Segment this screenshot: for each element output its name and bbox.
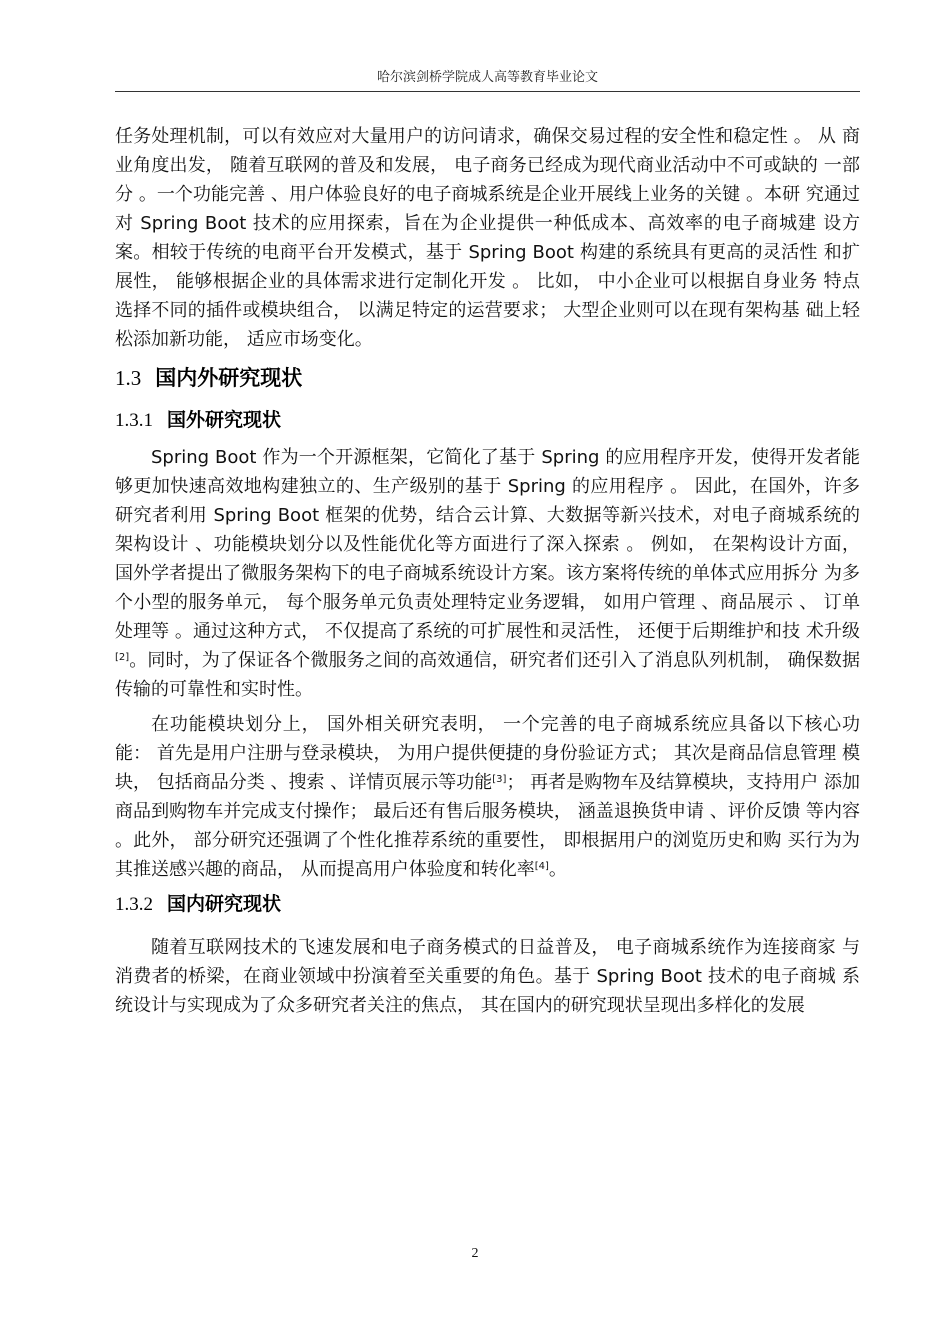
- citation-ref: [4]: [534, 861, 549, 872]
- section-heading-1-3-2: [115, 890, 860, 919]
- section-number: 1.3.2: [115, 894, 153, 915]
- citation-ref: [2]: [115, 652, 130, 663]
- page-number: 2: [471, 1246, 479, 1261]
- section-title: 国内外研究现状: [155, 366, 303, 390]
- page-body: [115, 122, 860, 1020]
- paragraph-text: ； 再者是购物车及结算模块，支持用户 添加商品到购物车并完成支付操作； 最后还有售后服务模块， 涵盖退换货申请 、评价反馈 等内容 。此外， 部分研究还强调了个性化推荐系统的重要性， 即根据用户的浏览历史和购 买行为为其推送感兴趣的商品， 从而提高用户体验度和转化率: [115, 772, 860, 880]
- foreign-research-paragraph-2: [115, 710, 860, 884]
- section-title: 国内研究现状: [167, 893, 282, 915]
- section-title: 国外研究现状: [167, 409, 282, 431]
- paragraph-text: 。同时，为了保证各个微服务之间的高效通信，研究者们还引入了消息队列机制， 确保数据传输的可靠性和实时性。: [115, 650, 860, 700]
- paragraph-text: Spring Boot 作为一个开源框架，它简化了基于 Spring 的应用程序开发，使得开发者能够更加快速高效地构建独立的、生产级别的基于 Spring 的应用程序 。 因此，在国外，许多 研究者利用 Spring Boot 框架的优势，结合云计算、大数据等新兴技术，对电子商城系统的 架构设计 、功能模块划分以及性能优化等方面进行了深入探索 。 例如， 在架构设计方面， 国外学者提出了微服务架构下的电子商城系统设计方案。该方案将传统的单体式应用拆分 为多个小型的服务单元， 每个服务单元负责处理特定业务逻辑， 如用户管理 、商品展示 、 订单处理等 。通过这种方式， 不仅提高了系统的可扩展性和灵活性， 还便于后期维护和技 术升级: [115, 447, 860, 642]
- section-heading-1-3: [115, 363, 860, 393]
- paragraph-text: 在功能模块划分上， 国外相关研究表明， 一个完善的电子商城系统应具备以下核心功 能： 首先是用户注册与登录模块， 为用户提供便捷的身份验证方式； 其次是商品信息管理 模块， 包括商品分类 、搜索 、详情页展示等功能: [115, 714, 860, 793]
- foreign-research-paragraph-1: [115, 443, 860, 704]
- section-heading-1-3-1: [115, 406, 860, 435]
- domestic-research-paragraph-1: 随着互联网技术的飞速发展和电子商务模式的日益普及， 电子商城系统作为连接商家 与消费者的桥梁，在商业领域中扮演着至关重要的角色。基于 Spring Boot 技术的电子商城 系统设计与实现成为了众多研究者关注的焦点， 其在国内的研究现状呈现出多样化的发展: [115, 937, 860, 1016]
- section-number: 1.3: [115, 366, 142, 390]
- section-number: 1.3.1: [115, 410, 153, 431]
- intro-paragraph: 任务处理机制，可以有效应对大量用户的访问请求，确保交易过程的安全性和稳定性 。 从 商业角度出发， 随着互联网的普及和发展， 电子商务已经成为现代商业活动中不可或缺的 一部分 。一个功能完善 、用户体验良好的电子商城系统是企业开展线上业务的关键 。本研 究通过对 Spring Boot 技术的应用探索，旨在为企业提供一种低成本、高效率的电子商城建 设方案。相较于传统的电商平台开发模式，基于 Spring Boot 构建的系统具有更高的灵活性 和扩展性， 能够根据企业的具体需求进行定制化开发 。 比如， 中小企业可以根据自身业务 特点选择不同的插件或模块组合， 以满足特定的运营要求； 大型企业则可以在现有架构基 础上轻松添加新功能， 适应市场变化。: [115, 126, 860, 350]
- citation-ref: [3]: [492, 774, 507, 785]
- running-header: 哈尔滨剑桥学院成人高等教育毕业论文: [115, 66, 860, 92]
- paragraph-text: 。: [548, 859, 567, 880]
